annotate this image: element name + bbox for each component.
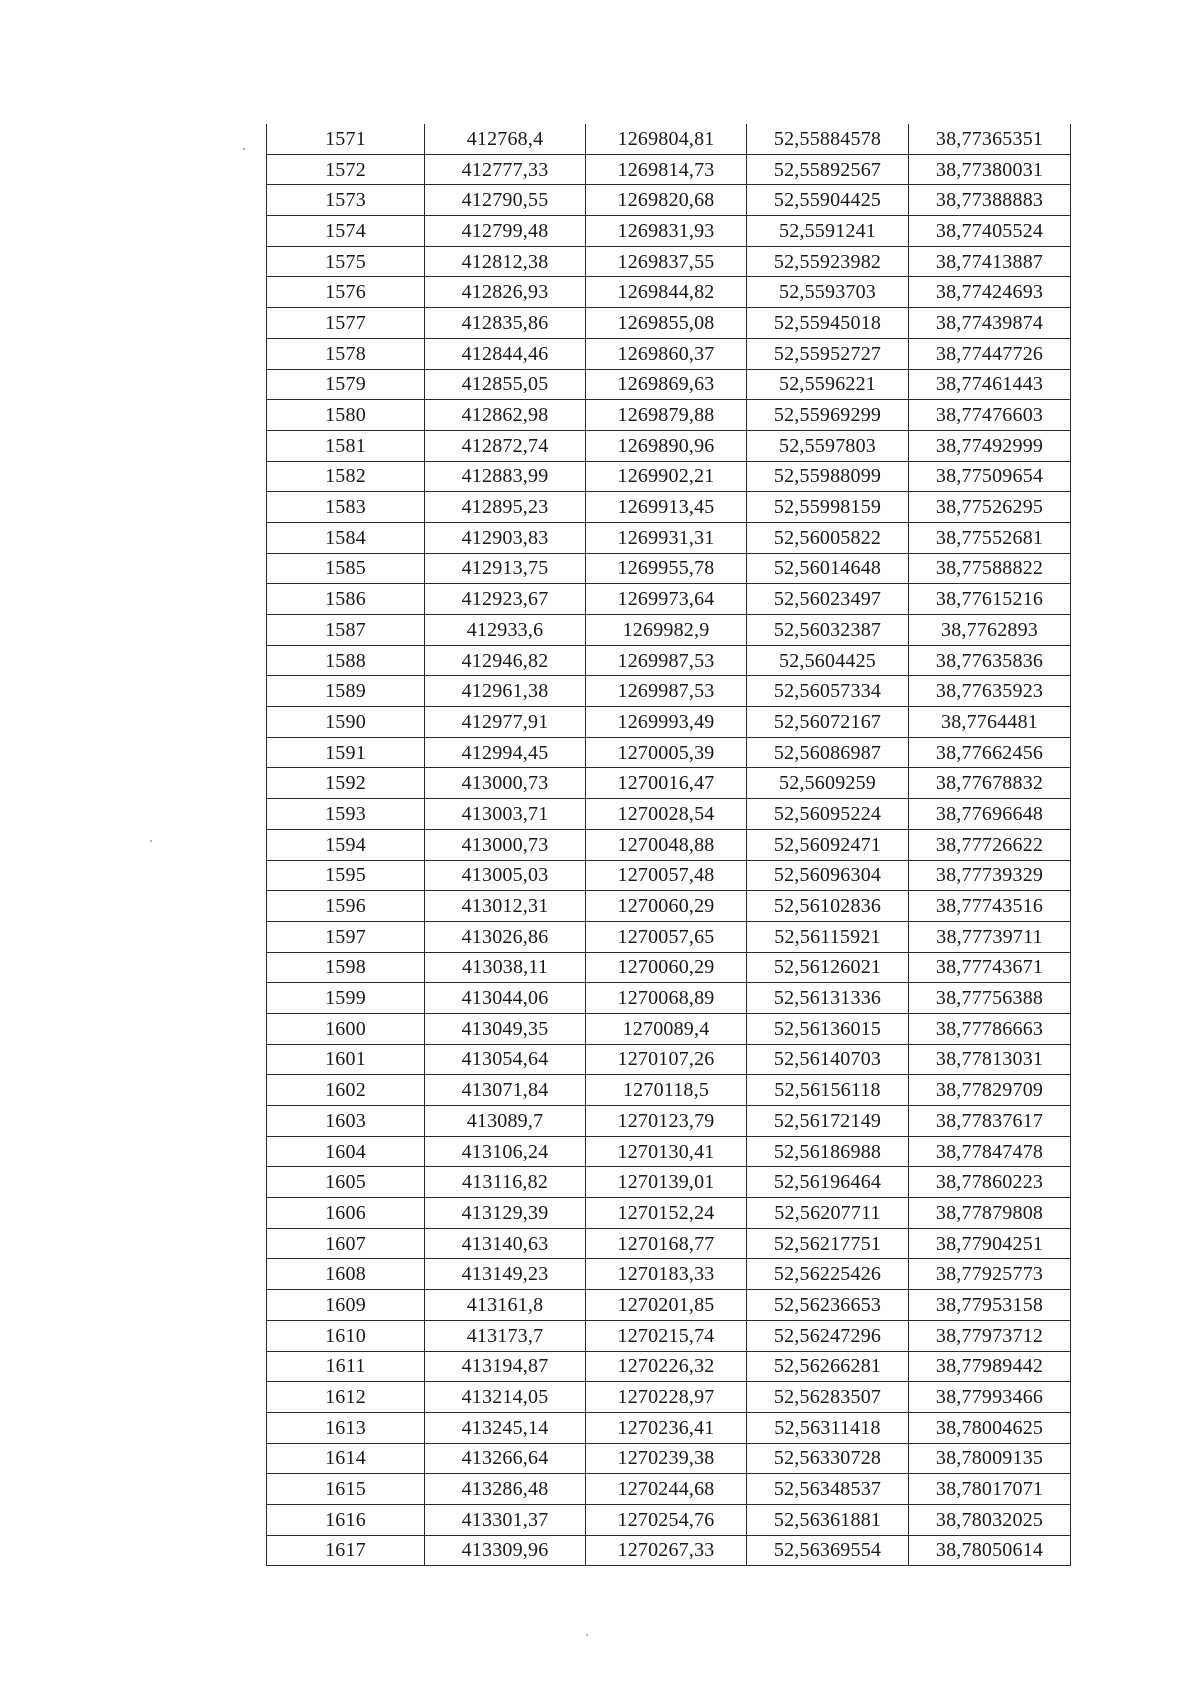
longitude-cell: 38,77662456 bbox=[909, 737, 1071, 768]
latitude-cell: 52,56225426 bbox=[747, 1259, 909, 1290]
x-coordinate-cell: 412790,55 bbox=[425, 185, 586, 216]
latitude-cell: 52,5597803 bbox=[747, 430, 909, 461]
latitude-cell: 52,56266281 bbox=[747, 1351, 909, 1382]
longitude-cell: 38,77726622 bbox=[909, 829, 1071, 860]
table-row bbox=[267, 768, 1071, 799]
table-row bbox=[267, 952, 1071, 983]
table-row bbox=[267, 707, 1071, 738]
latitude-cell: 52,56005822 bbox=[747, 522, 909, 553]
x-coordinate-cell: 412835,86 bbox=[425, 308, 586, 339]
y-coordinate-cell: 1269890,96 bbox=[586, 430, 747, 461]
y-coordinate-cell: 1270048,88 bbox=[586, 829, 747, 860]
y-coordinate-cell: 1269987,53 bbox=[586, 676, 747, 707]
y-coordinate-cell: 1270060,29 bbox=[586, 891, 747, 922]
point-number-cell: 1609 bbox=[267, 1290, 425, 1321]
point-number-cell: 1617 bbox=[267, 1535, 425, 1566]
latitude-cell: 52,5596221 bbox=[747, 369, 909, 400]
point-number-cell: 1575 bbox=[267, 246, 425, 277]
point-number-cell: 1571 bbox=[267, 124, 425, 154]
table-row bbox=[267, 1382, 1071, 1413]
longitude-cell: 38,77756388 bbox=[909, 983, 1071, 1014]
y-coordinate-cell: 1270139,01 bbox=[586, 1167, 747, 1198]
table-row bbox=[267, 400, 1071, 431]
x-coordinate-cell: 413003,71 bbox=[425, 799, 586, 830]
latitude-cell: 52,56236653 bbox=[747, 1290, 909, 1321]
point-number-cell: 1615 bbox=[267, 1474, 425, 1505]
longitude-cell: 38,77439874 bbox=[909, 308, 1071, 339]
table-row bbox=[267, 492, 1071, 523]
point-number-cell: 1580 bbox=[267, 400, 425, 431]
latitude-cell: 52,5593703 bbox=[747, 277, 909, 308]
latitude-cell: 52,56196464 bbox=[747, 1167, 909, 1198]
y-coordinate-cell: 1269955,78 bbox=[586, 553, 747, 584]
table-row bbox=[267, 1504, 1071, 1535]
x-coordinate-cell: 413000,73 bbox=[425, 829, 586, 860]
y-coordinate-cell: 1269931,31 bbox=[586, 522, 747, 553]
longitude-cell: 38,77413887 bbox=[909, 246, 1071, 277]
table-row bbox=[267, 124, 1071, 154]
table-row bbox=[267, 891, 1071, 922]
longitude-cell: 38,77509654 bbox=[909, 461, 1071, 492]
x-coordinate-cell: 412872,74 bbox=[425, 430, 586, 461]
point-number-cell: 1572 bbox=[267, 154, 425, 185]
table-row bbox=[267, 1228, 1071, 1259]
x-coordinate-cell: 412812,38 bbox=[425, 246, 586, 277]
point-number-cell: 1574 bbox=[267, 216, 425, 247]
point-number-cell: 1598 bbox=[267, 952, 425, 983]
x-coordinate-cell: 413214,05 bbox=[425, 1382, 586, 1413]
latitude-cell: 52,56136015 bbox=[747, 1013, 909, 1044]
longitude-cell: 38,77847478 bbox=[909, 1136, 1071, 1167]
latitude-cell: 52,55884578 bbox=[747, 124, 909, 154]
table-row bbox=[267, 522, 1071, 553]
latitude-cell: 52,55969299 bbox=[747, 400, 909, 431]
table-row bbox=[267, 1320, 1071, 1351]
point-number-cell: 1603 bbox=[267, 1106, 425, 1137]
table-row bbox=[267, 645, 1071, 676]
y-coordinate-cell: 1270060,29 bbox=[586, 952, 747, 983]
longitude-cell: 38,78009135 bbox=[909, 1443, 1071, 1474]
longitude-cell: 38,77365351 bbox=[909, 124, 1071, 154]
point-number-cell: 1606 bbox=[267, 1198, 425, 1229]
longitude-cell: 38,77461443 bbox=[909, 369, 1071, 400]
longitude-cell: 38,77678832 bbox=[909, 768, 1071, 799]
table-row bbox=[267, 1044, 1071, 1075]
table-row bbox=[267, 1351, 1071, 1382]
latitude-cell: 52,56361881 bbox=[747, 1504, 909, 1535]
table-row bbox=[267, 216, 1071, 247]
longitude-cell: 38,78017071 bbox=[909, 1474, 1071, 1505]
latitude-cell: 52,55998159 bbox=[747, 492, 909, 523]
latitude-cell: 52,56207711 bbox=[747, 1198, 909, 1229]
point-number-cell: 1597 bbox=[267, 921, 425, 952]
table-row bbox=[267, 1136, 1071, 1167]
point-number-cell: 1594 bbox=[267, 829, 425, 860]
table-row bbox=[267, 1412, 1071, 1443]
longitude-cell: 38,77743671 bbox=[909, 952, 1071, 983]
longitude-cell: 38,77635923 bbox=[909, 676, 1071, 707]
y-coordinate-cell: 1270239,38 bbox=[586, 1443, 747, 1474]
y-coordinate-cell: 1270228,97 bbox=[586, 1382, 747, 1413]
point-number-cell: 1613 bbox=[267, 1412, 425, 1443]
table-row bbox=[267, 615, 1071, 646]
point-number-cell: 1601 bbox=[267, 1044, 425, 1075]
table-row bbox=[267, 430, 1071, 461]
y-coordinate-cell: 1269913,45 bbox=[586, 492, 747, 523]
longitude-cell: 38,77953158 bbox=[909, 1290, 1071, 1321]
table-row bbox=[267, 308, 1071, 339]
coordinates-table-body bbox=[267, 124, 1071, 1566]
longitude-cell: 38,77829709 bbox=[909, 1075, 1071, 1106]
latitude-cell: 52,56057334 bbox=[747, 676, 909, 707]
longitude-cell: 38,77739329 bbox=[909, 860, 1071, 891]
longitude-cell: 38,77405524 bbox=[909, 216, 1071, 247]
point-number-cell: 1589 bbox=[267, 676, 425, 707]
longitude-cell: 38,77380031 bbox=[909, 154, 1071, 185]
point-number-cell: 1607 bbox=[267, 1228, 425, 1259]
x-coordinate-cell: 412923,67 bbox=[425, 584, 586, 615]
longitude-cell: 38,7762893 bbox=[909, 615, 1071, 646]
table-row bbox=[267, 1443, 1071, 1474]
latitude-cell: 52,56330728 bbox=[747, 1443, 909, 1474]
longitude-cell: 38,77739711 bbox=[909, 921, 1071, 952]
longitude-cell: 38,77588822 bbox=[909, 553, 1071, 584]
longitude-cell: 38,77552681 bbox=[909, 522, 1071, 553]
longitude-cell: 38,77424693 bbox=[909, 277, 1071, 308]
latitude-cell: 52,5604425 bbox=[747, 645, 909, 676]
table-row bbox=[267, 461, 1071, 492]
y-coordinate-cell: 1269855,08 bbox=[586, 308, 747, 339]
y-coordinate-cell: 1270226,32 bbox=[586, 1351, 747, 1382]
x-coordinate-cell: 412961,38 bbox=[425, 676, 586, 707]
table-row bbox=[267, 154, 1071, 185]
longitude-cell: 38,77743516 bbox=[909, 891, 1071, 922]
y-coordinate-cell: 1269982,9 bbox=[586, 615, 747, 646]
latitude-cell: 52,55945018 bbox=[747, 308, 909, 339]
table-row bbox=[267, 1198, 1071, 1229]
latitude-cell: 52,56283507 bbox=[747, 1382, 909, 1413]
latitude-cell: 52,56156118 bbox=[747, 1075, 909, 1106]
table-row bbox=[267, 1474, 1071, 1505]
point-number-cell: 1590 bbox=[267, 707, 425, 738]
x-coordinate-cell: 412826,93 bbox=[425, 277, 586, 308]
point-number-cell: 1593 bbox=[267, 799, 425, 830]
point-number-cell: 1582 bbox=[267, 461, 425, 492]
latitude-cell: 52,56217751 bbox=[747, 1228, 909, 1259]
latitude-cell: 52,56095224 bbox=[747, 799, 909, 830]
longitude-cell: 38,77925773 bbox=[909, 1259, 1071, 1290]
x-coordinate-cell: 412946,82 bbox=[425, 645, 586, 676]
latitude-cell: 52,56369554 bbox=[747, 1535, 909, 1566]
y-coordinate-cell: 1269820,68 bbox=[586, 185, 747, 216]
latitude-cell: 52,56023497 bbox=[747, 584, 909, 615]
y-coordinate-cell: 1270236,41 bbox=[586, 1412, 747, 1443]
x-coordinate-cell: 413149,23 bbox=[425, 1259, 586, 1290]
longitude-cell: 38,77993466 bbox=[909, 1382, 1071, 1413]
table-row bbox=[267, 1535, 1071, 1566]
longitude-cell: 38,78004625 bbox=[909, 1412, 1071, 1443]
point-number-cell: 1604 bbox=[267, 1136, 425, 1167]
y-coordinate-cell: 1269844,82 bbox=[586, 277, 747, 308]
table-row bbox=[267, 338, 1071, 369]
table-row bbox=[267, 277, 1071, 308]
x-coordinate-cell: 413161,8 bbox=[425, 1290, 586, 1321]
y-coordinate-cell: 1270089,4 bbox=[586, 1013, 747, 1044]
latitude-cell: 52,56092471 bbox=[747, 829, 909, 860]
longitude-cell: 38,77476603 bbox=[909, 400, 1071, 431]
point-number-cell: 1596 bbox=[267, 891, 425, 922]
x-coordinate-cell: 413089,7 bbox=[425, 1106, 586, 1137]
y-coordinate-cell: 1270130,41 bbox=[586, 1136, 747, 1167]
table-row bbox=[267, 737, 1071, 768]
longitude-cell: 38,77696648 bbox=[909, 799, 1071, 830]
x-coordinate-cell: 412994,45 bbox=[425, 737, 586, 768]
y-coordinate-cell: 1270244,68 bbox=[586, 1474, 747, 1505]
latitude-cell: 52,56172149 bbox=[747, 1106, 909, 1137]
y-coordinate-cell: 1269973,64 bbox=[586, 584, 747, 615]
latitude-cell: 52,56126021 bbox=[747, 952, 909, 983]
y-coordinate-cell: 1269814,73 bbox=[586, 154, 747, 185]
point-number-cell: 1587 bbox=[267, 615, 425, 646]
y-coordinate-cell: 1270123,79 bbox=[586, 1106, 747, 1137]
x-coordinate-cell: 412883,99 bbox=[425, 461, 586, 492]
point-number-cell: 1591 bbox=[267, 737, 425, 768]
x-coordinate-cell: 413140,63 bbox=[425, 1228, 586, 1259]
latitude-cell: 52,56131336 bbox=[747, 983, 909, 1014]
table-row bbox=[267, 676, 1071, 707]
x-coordinate-cell: 413116,82 bbox=[425, 1167, 586, 1198]
point-number-cell: 1577 bbox=[267, 308, 425, 339]
point-number-cell: 1586 bbox=[267, 584, 425, 615]
point-number-cell: 1583 bbox=[267, 492, 425, 523]
table-row bbox=[267, 799, 1071, 830]
longitude-cell: 38,77635836 bbox=[909, 645, 1071, 676]
latitude-cell: 52,55952727 bbox=[747, 338, 909, 369]
x-coordinate-cell: 413309,96 bbox=[425, 1535, 586, 1566]
y-coordinate-cell: 1270005,39 bbox=[586, 737, 747, 768]
x-coordinate-cell: 413012,31 bbox=[425, 891, 586, 922]
y-coordinate-cell: 1270068,89 bbox=[586, 983, 747, 1014]
latitude-cell: 52,55904425 bbox=[747, 185, 909, 216]
y-coordinate-cell: 1269902,21 bbox=[586, 461, 747, 492]
y-coordinate-cell: 1270183,33 bbox=[586, 1259, 747, 1290]
point-number-cell: 1611 bbox=[267, 1351, 425, 1382]
table-row bbox=[267, 921, 1071, 952]
y-coordinate-cell: 1269993,49 bbox=[586, 707, 747, 738]
latitude-cell: 52,56102836 bbox=[747, 891, 909, 922]
latitude-cell: 52,56086987 bbox=[747, 737, 909, 768]
latitude-cell: 52,56014648 bbox=[747, 553, 909, 584]
y-coordinate-cell: 1269837,55 bbox=[586, 246, 747, 277]
x-coordinate-cell: 413026,86 bbox=[425, 921, 586, 952]
y-coordinate-cell: 1270267,33 bbox=[586, 1535, 747, 1566]
x-coordinate-cell: 413266,64 bbox=[425, 1443, 586, 1474]
x-coordinate-cell: 413071,84 bbox=[425, 1075, 586, 1106]
longitude-cell: 38,78032025 bbox=[909, 1504, 1071, 1535]
x-coordinate-cell: 412903,83 bbox=[425, 522, 586, 553]
x-coordinate-cell: 412933,6 bbox=[425, 615, 586, 646]
latitude-cell: 52,56186988 bbox=[747, 1136, 909, 1167]
point-number-cell: 1614 bbox=[267, 1443, 425, 1474]
y-coordinate-cell: 1269860,37 bbox=[586, 338, 747, 369]
point-number-cell: 1585 bbox=[267, 553, 425, 584]
longitude-cell: 38,77904251 bbox=[909, 1228, 1071, 1259]
longitude-cell: 38,77879808 bbox=[909, 1198, 1071, 1229]
x-coordinate-cell: 413106,24 bbox=[425, 1136, 586, 1167]
point-number-cell: 1616 bbox=[267, 1504, 425, 1535]
point-number-cell: 1576 bbox=[267, 277, 425, 308]
y-coordinate-cell: 1269804,81 bbox=[586, 124, 747, 154]
table-row bbox=[267, 1013, 1071, 1044]
longitude-cell: 38,77860223 bbox=[909, 1167, 1071, 1198]
y-coordinate-cell: 1270254,76 bbox=[586, 1504, 747, 1535]
point-number-cell: 1592 bbox=[267, 768, 425, 799]
latitude-cell: 52,56115921 bbox=[747, 921, 909, 952]
y-coordinate-cell: 1270201,85 bbox=[586, 1290, 747, 1321]
x-coordinate-cell: 412768,4 bbox=[425, 124, 586, 154]
x-coordinate-cell: 412799,48 bbox=[425, 216, 586, 247]
x-coordinate-cell: 413049,35 bbox=[425, 1013, 586, 1044]
latitude-cell: 52,5609259 bbox=[747, 768, 909, 799]
x-coordinate-cell: 413194,87 bbox=[425, 1351, 586, 1382]
point-number-cell: 1605 bbox=[267, 1167, 425, 1198]
y-coordinate-cell: 1270016,47 bbox=[586, 768, 747, 799]
longitude-cell: 38,77786663 bbox=[909, 1013, 1071, 1044]
latitude-cell: 52,56348537 bbox=[747, 1474, 909, 1505]
point-number-cell: 1579 bbox=[267, 369, 425, 400]
latitude-cell: 52,56072167 bbox=[747, 707, 909, 738]
table-row bbox=[267, 584, 1071, 615]
x-coordinate-cell: 413005,03 bbox=[425, 860, 586, 891]
point-number-cell: 1584 bbox=[267, 522, 425, 553]
y-coordinate-cell: 1269831,93 bbox=[586, 216, 747, 247]
table-row bbox=[267, 1259, 1071, 1290]
latitude-cell: 52,56096304 bbox=[747, 860, 909, 891]
longitude-cell: 38,77492999 bbox=[909, 430, 1071, 461]
y-coordinate-cell: 1269869,63 bbox=[586, 369, 747, 400]
x-coordinate-cell: 412977,91 bbox=[425, 707, 586, 738]
latitude-cell: 52,56311418 bbox=[747, 1412, 909, 1443]
longitude-cell: 38,77526295 bbox=[909, 492, 1071, 523]
table-row bbox=[267, 185, 1071, 216]
y-coordinate-cell: 1270107,26 bbox=[586, 1044, 747, 1075]
longitude-cell: 38,77813031 bbox=[909, 1044, 1071, 1075]
point-number-cell: 1610 bbox=[267, 1320, 425, 1351]
table-row bbox=[267, 1106, 1071, 1137]
point-number-cell: 1581 bbox=[267, 430, 425, 461]
point-number-cell: 1612 bbox=[267, 1382, 425, 1413]
scan-speck bbox=[150, 840, 152, 842]
table-row bbox=[267, 369, 1071, 400]
x-coordinate-cell: 412913,75 bbox=[425, 553, 586, 584]
longitude-cell: 38,77615216 bbox=[909, 584, 1071, 615]
longitude-cell: 38,77973712 bbox=[909, 1320, 1071, 1351]
x-coordinate-cell: 413054,64 bbox=[425, 1044, 586, 1075]
y-coordinate-cell: 1270118,5 bbox=[586, 1075, 747, 1106]
x-coordinate-cell: 413129,39 bbox=[425, 1198, 586, 1229]
y-coordinate-cell: 1269987,53 bbox=[586, 645, 747, 676]
scan-speck bbox=[586, 1634, 588, 1636]
y-coordinate-cell: 1270057,48 bbox=[586, 860, 747, 891]
longitude-cell: 38,77989442 bbox=[909, 1351, 1071, 1382]
table-row bbox=[267, 1167, 1071, 1198]
y-coordinate-cell: 1269879,88 bbox=[586, 400, 747, 431]
x-coordinate-cell: 413301,37 bbox=[425, 1504, 586, 1535]
point-number-cell: 1599 bbox=[267, 983, 425, 1014]
latitude-cell: 52,55923982 bbox=[747, 246, 909, 277]
point-number-cell: 1595 bbox=[267, 860, 425, 891]
table-row bbox=[267, 246, 1071, 277]
table-row bbox=[267, 1075, 1071, 1106]
latitude-cell: 52,56032387 bbox=[747, 615, 909, 646]
x-coordinate-cell: 412862,98 bbox=[425, 400, 586, 431]
point-number-cell: 1602 bbox=[267, 1075, 425, 1106]
latitude-cell: 52,55892567 bbox=[747, 154, 909, 185]
longitude-cell: 38,77447726 bbox=[909, 338, 1071, 369]
y-coordinate-cell: 1270028,54 bbox=[586, 799, 747, 830]
latitude-cell: 52,56247296 bbox=[747, 1320, 909, 1351]
table-row bbox=[267, 983, 1071, 1014]
x-coordinate-cell: 413245,14 bbox=[425, 1412, 586, 1443]
y-coordinate-cell: 1270057,65 bbox=[586, 921, 747, 952]
x-coordinate-cell: 412844,46 bbox=[425, 338, 586, 369]
longitude-cell: 38,78050614 bbox=[909, 1535, 1071, 1566]
table-row bbox=[267, 553, 1071, 584]
point-number-cell: 1588 bbox=[267, 645, 425, 676]
x-coordinate-cell: 412855,05 bbox=[425, 369, 586, 400]
x-coordinate-cell: 413286,48 bbox=[425, 1474, 586, 1505]
longitude-cell: 38,77837617 bbox=[909, 1106, 1071, 1137]
coordinates-table bbox=[266, 124, 1071, 1566]
table-row bbox=[267, 860, 1071, 891]
point-number-cell: 1608 bbox=[267, 1259, 425, 1290]
point-number-cell: 1600 bbox=[267, 1013, 425, 1044]
latitude-cell: 52,55988099 bbox=[747, 461, 909, 492]
table-row bbox=[267, 1290, 1071, 1321]
x-coordinate-cell: 413173,7 bbox=[425, 1320, 586, 1351]
longitude-cell: 38,7764481 bbox=[909, 707, 1071, 738]
x-coordinate-cell: 413000,73 bbox=[425, 768, 586, 799]
x-coordinate-cell: 413044,06 bbox=[425, 983, 586, 1014]
point-number-cell: 1573 bbox=[267, 185, 425, 216]
latitude-cell: 52,56140703 bbox=[747, 1044, 909, 1075]
latitude-cell: 52,5591241 bbox=[747, 216, 909, 247]
x-coordinate-cell: 413038,11 bbox=[425, 952, 586, 983]
x-coordinate-cell: 412895,23 bbox=[425, 492, 586, 523]
y-coordinate-cell: 1270168,77 bbox=[586, 1228, 747, 1259]
table-row bbox=[267, 829, 1071, 860]
longitude-cell: 38,77388883 bbox=[909, 185, 1071, 216]
y-coordinate-cell: 1270152,24 bbox=[586, 1198, 747, 1229]
point-number-cell: 1578 bbox=[267, 338, 425, 369]
scan-speck bbox=[243, 148, 245, 150]
y-coordinate-cell: 1270215,74 bbox=[586, 1320, 747, 1351]
x-coordinate-cell: 412777,33 bbox=[425, 154, 586, 185]
